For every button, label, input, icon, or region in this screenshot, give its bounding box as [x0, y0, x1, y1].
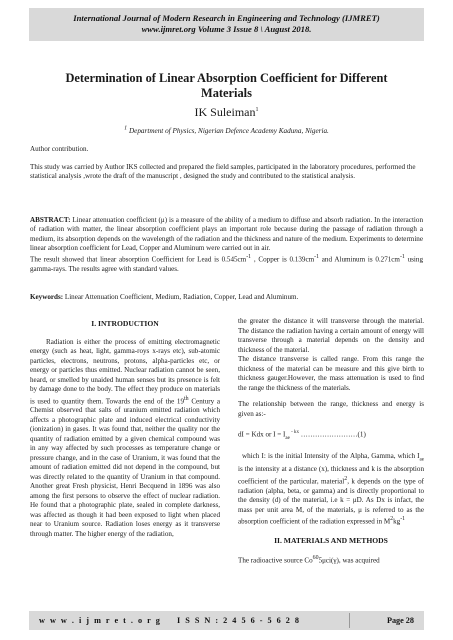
abstract-label: ABSTRACT:	[30, 216, 71, 224]
unit-sup: -1	[400, 516, 406, 523]
page-footer-band	[29, 611, 424, 630]
methods-text: The radioactive source Co	[238, 556, 313, 565]
journal-name: International Journal of Modern Research in Engineering and Technology (IJMRET)	[73, 13, 380, 23]
author-marker: 1	[255, 107, 259, 113]
methods-text-cont: 5μci(γ), was acquired	[318, 556, 380, 565]
intro-paragraph-1	[30, 338, 220, 540]
keywords-label: Keywords:	[30, 293, 64, 301]
intro-paragraph-4: The relationship between the range, thickness and energy is given as:-	[238, 400, 424, 418]
ref-sup: 2	[344, 475, 348, 482]
abstract-result-tail: using gamma-rays. The results agree with standard values.	[30, 255, 423, 273]
abstract-text: Linear attenuation coefficient (μ) is a measure of the ability of a medium to diffuse and absorb radiation. In the interaction of radiation with matter, the linear absorption coefficient plays an important role because during the passage of radiation through a medium, its absorption depends on the wavelength of the radiation and the thickness and nature of the medium. Experiments to determine linear absorption coefficient for Lead, Copper and Aluminum were carried out in air.	[30, 216, 423, 252]
contribution-label: Author contribution.	[30, 145, 89, 153]
intro-paragraph-5	[238, 452, 424, 527]
affiliation-marker: 1	[124, 125, 128, 132]
unit-sup: 2	[390, 516, 394, 523]
intro-text-cont: Century a Chemist observed that salts of uranium emitted radiation which affects a photographic plate and induced electrical conductivity (ionization) in gases. It was found that, neither the quality nor the quantity of radiation emitted by a given chemical compound was in any way affected by such processes as temperature change or pressure change, and in the case of Uranium, it was found that the amount of radiation emitted did not depend in the compound, but was directly related to the quantity of Uranium in that compound. Another great Fresh physicist, Henri Becquend in 1896 was also among the first persons to observe the effect of nuclear radiation. He found that a photographic plate, sealed in complete darkness, was affected as though it had been exposed to light when placed near to Uranium source. Radiation loses energy as it transverse through matter. The higher energy of the radiation,	[30, 396, 220, 538]
journal-issue: www.ijmret.org Volume 3 Issue 8 \ August 2018.	[141, 24, 312, 34]
unit-sup: -1	[399, 254, 405, 261]
intensity-sub: ae	[419, 457, 424, 463]
intro-paragraph-3: The distance transverse is called range. From this range the thickness of the material can be measure and this give birth to thickness gauger.However, the mass attenuation is used to find the range the thickness of the materials.	[238, 355, 424, 392]
isotope-sup: 60	[312, 555, 319, 562]
footer-issn: I S S N : 2 4 5 6 - 5 6 2 8	[177, 616, 301, 625]
abstract	[30, 216, 423, 274]
paper-title: Determination of Linear Absorption Coefficient for Different Materials	[65, 71, 388, 100]
abstract-paragraph-1	[30, 216, 423, 253]
section-heading-introduction: I. INTRODUCTION	[91, 319, 159, 328]
abstract-paragraph-2	[30, 253, 423, 274]
affiliation-text: Department of Physics, Nigerian Defence Academy Kaduna, Nigeria.	[128, 127, 329, 135]
contribution-text: This study was carried by Author IKS collected and prepared the field samples, participated in the laboratory procedures, performed the statistical analysis ,wrote the draft of the manuscript , designed the study and contributed to the statistical analysis.	[30, 163, 416, 181]
author-name: IK Suleiman	[194, 105, 256, 119]
affiliation	[0, 126, 453, 136]
author-line	[0, 105, 453, 119]
intro-text: which I: is the initial Intensity of the Alpha, Gamma, which I	[242, 452, 420, 461]
keywords	[30, 293, 423, 302]
keywords-text: Linear Attenuation Coefficient, Medium, Radiation, Copper, Lead and Aluminum.	[63, 293, 299, 301]
methods-paragraph-1	[238, 554, 424, 566]
ordinal-sup: th	[184, 395, 189, 402]
intro-text: kg	[393, 517, 401, 526]
intro-paragraph-2: the greater the distance it will transverse through the material. The distance the radiation having a certain amount of energy will transverse through a material depends on the density and thickness of the material.	[238, 317, 424, 354]
intro-text: is the intensity at a distance (x), thickness and k is the absorption coefficient of the particular, material	[238, 465, 424, 486]
footer-divider	[349, 613, 350, 628]
equation-lhs: dI = Kdx or I = I	[238, 430, 286, 439]
intro-text: Radiation is either the process of emitting electromagnetic energy (such as heat, light, gamma-roys x-rays etc), sub-atomic particles, electrons, neutrons, protons, alpha-particles etc, or energy or particles thus emitted. Nuclear radiation cannot be seen, heard, or smelled by unaided human senses but its presence is felt by damage done to the body. The effect they produce on materials is used to quantity them. Towards the end of the 19	[30, 337, 220, 405]
abstract-result-aluminum: and Aluminum is 0.271cm	[319, 255, 400, 264]
equation-sub: ae	[285, 435, 290, 441]
section-heading-methods: II. MATERIALS AND METHODS	[274, 535, 388, 545]
column-right	[238, 317, 424, 566]
equation-sup: - kx	[289, 430, 300, 435]
equation-1	[238, 428, 424, 443]
footer-page-number: Page 28	[386, 616, 414, 625]
column-left	[30, 317, 220, 539]
equation-number: ……………………(1)	[299, 430, 366, 439]
abstract-result-lead: The result showed that linear absorption Coefficient for Lead is 0.545cm	[30, 255, 247, 264]
intro-text: , k depends on the type of radiation (alpha, beta, or gamma) and is directly proportional to the density (d) of the material, i.e k = μD. As Dx is infact, the mass per unit area M, of the materials, μ is referred to as the absorption coefficient of the radiation expressed in M	[238, 477, 424, 526]
unit-sup: -1	[246, 254, 252, 261]
journal-header-band	[29, 8, 424, 41]
unit-sup: -1	[314, 254, 320, 261]
footer-site: w w w . i j m r e t . o r g	[39, 616, 162, 625]
abstract-result-copper: , Copper is 0.139cm	[251, 255, 315, 264]
